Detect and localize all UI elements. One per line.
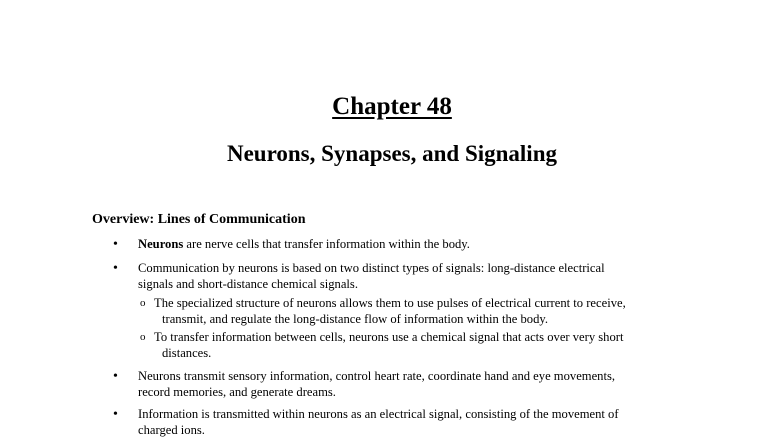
sub-list-item-text <box>154 296 694 327</box>
list-item-text <box>138 261 698 292</box>
list-item-line: signals and short-distance chemical signals. <box>138 276 358 291</box>
bullet-marker: • <box>113 369 118 384</box>
sub-bullet-marker: o <box>140 331 146 343</box>
list-item-line: charged ions. <box>138 422 205 437</box>
list-item-line: Neurons transmit sensory information, control heart rate, coordinate hand and eye movements, <box>138 369 616 383</box>
list-item-line: record memories, and generate dreams. <box>138 384 336 399</box>
list-item-text <box>138 369 698 400</box>
chapter-subtitle: Neurons, Synapses, and Signaling <box>226 141 557 166</box>
sub-list-item-line: distances. <box>162 345 212 360</box>
term-neurons: Neurons <box>138 237 184 251</box>
list-item-line: Information is transmitted within neurons as an electrical signal, consisting of the movement of <box>138 407 619 421</box>
list-item-text <box>138 237 698 253</box>
sub-list-item-line: To transfer information between cells, neurons use a chemical signal that acts over very short <box>154 330 624 344</box>
sub-bullet-marker: o <box>140 297 146 309</box>
bullet-marker: • <box>113 261 118 276</box>
list-item-body: are nerve cells that transfer information within the body. <box>183 237 470 251</box>
sub-list-item-text <box>154 330 694 361</box>
sub-list-item-line: transmit, and regulate the long-distance flow of information within the body. <box>162 311 548 326</box>
section-heading: Overview: Lines of Communication <box>92 212 306 227</box>
list-item-line: Communication by neurons is based on two distinct types of signals: long-distance electrical <box>138 261 605 275</box>
bullet-marker: • <box>113 407 118 422</box>
bullet-marker: • <box>113 237 118 252</box>
list-item-text <box>138 407 698 438</box>
chapter-title: Chapter 48 <box>332 93 452 120</box>
sub-list-item-line: The specialized structure of neurons allows them to use pulses of electrical current to receive, <box>154 296 626 310</box>
